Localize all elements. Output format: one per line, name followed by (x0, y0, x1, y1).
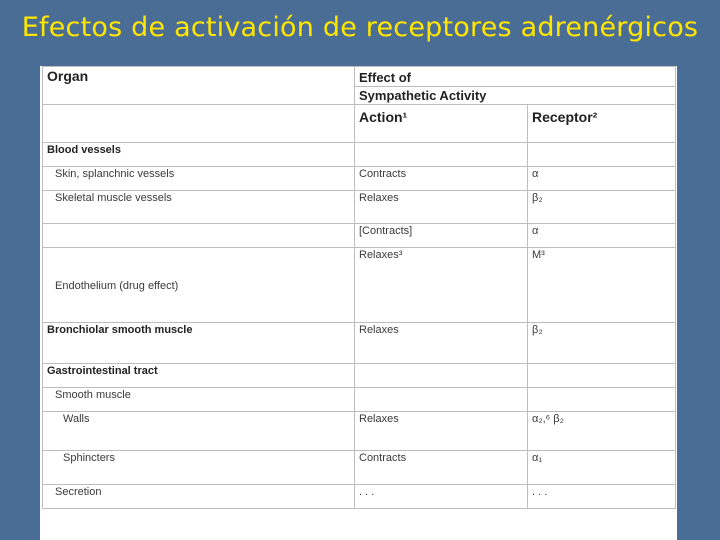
table-row (43, 364, 676, 388)
table-row (43, 388, 676, 412)
header-receptor: Receptor² (528, 105, 676, 143)
row-action: . . . (355, 485, 528, 509)
row-receptor: β₂ (528, 191, 676, 224)
row-action: Relaxes³ (355, 248, 528, 323)
row-receptor: . . . (528, 485, 676, 509)
row-action: Contracts (355, 167, 528, 191)
table-row (43, 248, 676, 323)
row-receptor (528, 364, 676, 388)
slide-title: Efectos de activación de receptores adrenérgicos (21, 12, 699, 43)
table-row (43, 167, 676, 191)
row-receptor: α (528, 167, 676, 191)
header-action: Action¹ (355, 105, 528, 143)
row-action: Relaxes (355, 323, 528, 364)
header-organ: Organ (43, 67, 355, 105)
adrenergic-effects-table (42, 66, 676, 509)
header-effect: Effect of (355, 67, 676, 87)
row-organ: Skin, splanchnic vessels (43, 167, 355, 191)
row-receptor: M³ (528, 248, 676, 323)
row-organ-cell (43, 248, 355, 323)
table-row (43, 191, 676, 224)
row-action (355, 143, 528, 167)
adrenergic-effects-table-image (40, 66, 677, 540)
row-action: [Contracts] (355, 224, 528, 248)
row-organ: Walls (43, 412, 355, 451)
table-row (43, 224, 676, 248)
header-sympathetic-activity: Sympathetic Activity (355, 87, 676, 105)
row-organ (43, 224, 355, 248)
row-action: Contracts (355, 451, 528, 485)
header-organ-blank (43, 105, 355, 143)
table-row (43, 323, 676, 364)
row-receptor: α (528, 224, 676, 248)
row-action (355, 388, 528, 412)
row-receptor: α₁ (528, 451, 676, 485)
table-row (43, 412, 676, 451)
row-receptor: β₂ (528, 323, 676, 364)
row-receptor (528, 388, 676, 412)
table-row (43, 451, 676, 485)
row-receptor: α₂,⁶ β₂ (528, 412, 676, 451)
row-organ: Sphincters (43, 451, 355, 485)
row-organ: Bronchiolar smooth muscle (43, 323, 355, 364)
row-organ: Secretion (43, 485, 355, 509)
row-organ: Gastrointestinal tract (43, 364, 355, 388)
row-organ: Smooth muscle (43, 388, 355, 412)
row-action: Relaxes (355, 412, 528, 451)
row-receptor (528, 143, 676, 167)
row-organ: Endothelium (drug effect) (55, 280, 179, 292)
table-row (43, 485, 676, 509)
table-row (43, 143, 676, 167)
row-organ: Blood vessels (43, 143, 355, 167)
row-organ: Skeletal muscle vessels (43, 191, 355, 224)
row-action: Relaxes (355, 191, 528, 224)
row-action (355, 364, 528, 388)
